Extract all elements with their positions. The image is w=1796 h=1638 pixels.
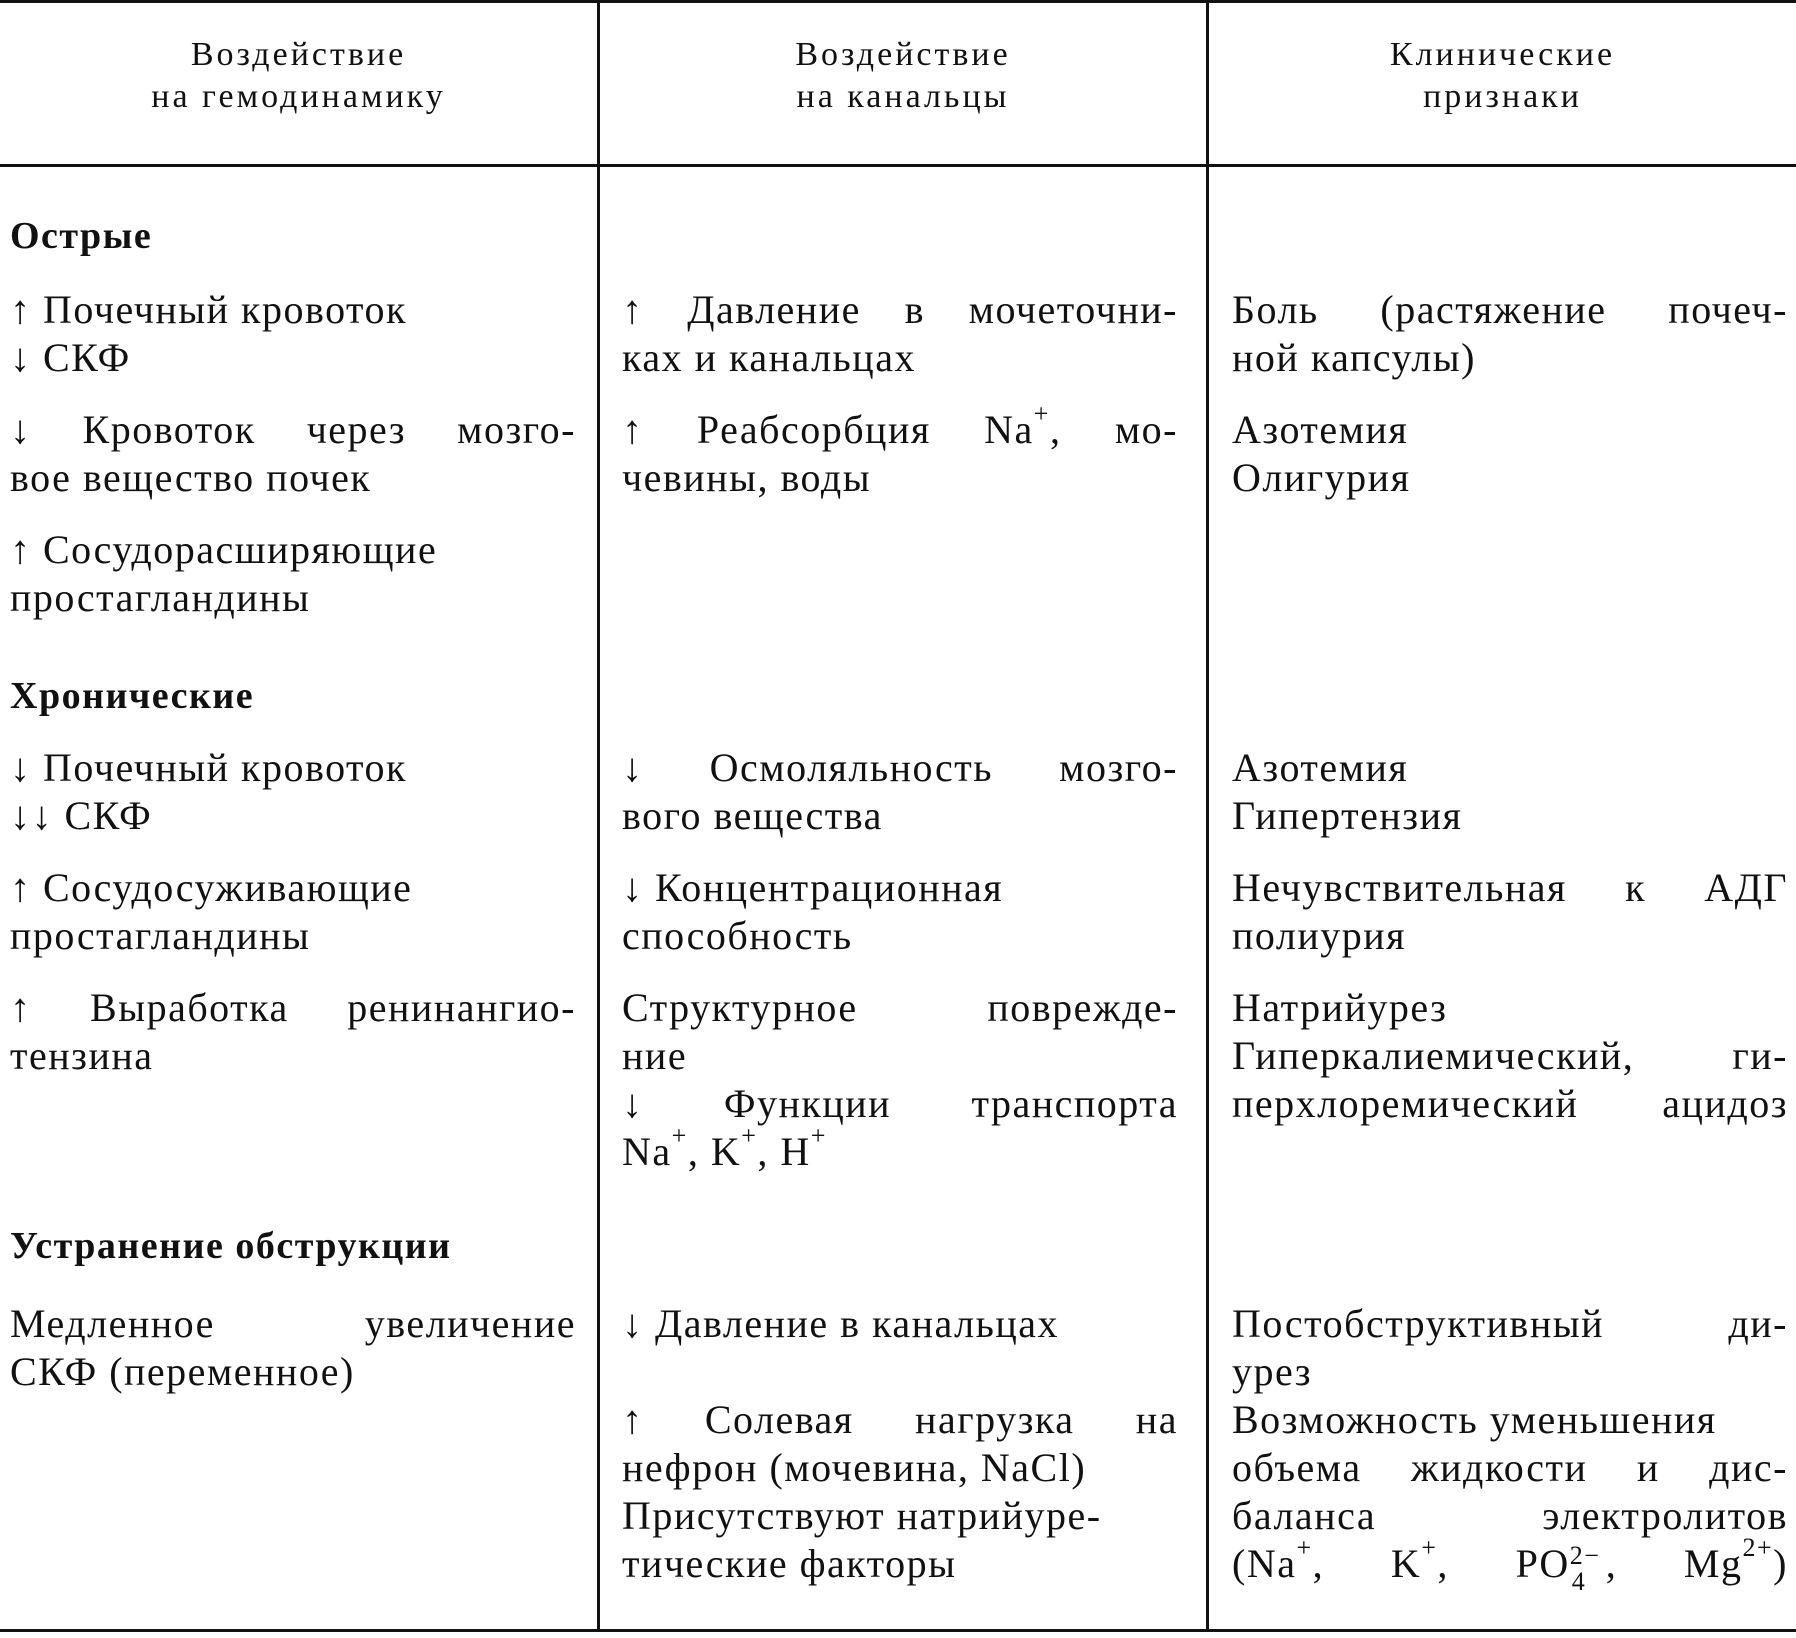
word: ги- [1732,1033,1788,1078]
text-line: ↓ Почечный кровоток [10,745,407,790]
acute-hemo-1 [10,286,576,382]
word: ↓ [622,1081,644,1126]
column-divider-1 [597,0,600,1632]
text-line: простагландины [10,913,311,958]
header-col1-line1: Воздействие [190,36,407,73]
column-divider-2 [1206,0,1209,1632]
word: K+, [1390,1533,1449,1586]
text-line-justified [10,984,576,1032]
word: ↓ [622,745,644,790]
text-line: тические факторы [622,1541,957,1586]
text-line: урез [1232,1349,1313,1394]
relief-tubule-2 [622,1396,1178,1588]
text-line-justified [1232,1444,1788,1492]
text-line-justified [622,1396,1178,1444]
word: транспорта [971,1081,1178,1126]
word: Боль [1232,287,1319,332]
text-line-justified [1232,1300,1788,1348]
text-line: Азотемия [1232,745,1409,790]
word: Гиперкалиемический, [1232,1033,1635,1078]
word: (Na+, [1232,1533,1325,1586]
text-line: ↑ Сосудорасширяющие [10,527,438,572]
text-line: ↑ Сосудосуживающие [10,865,413,910]
word: электролитов [1542,1493,1788,1538]
word: к [1625,865,1647,910]
text-line-justified [10,406,576,454]
word: дис- [1709,1445,1788,1490]
section-chronic-title: Хронические [10,675,255,717]
ion-list: Na+, K+, H+ [622,1121,827,1174]
word: ↑ [10,985,32,1030]
acute-clinical-1 [1232,286,1788,382]
word: мо- [1114,407,1178,452]
text-line: тензина [10,1033,154,1078]
header-col2 [600,34,1206,118]
text-line-justified [622,984,1178,1032]
word: баланса [1232,1493,1377,1538]
text-line: Присутствуют натрийуре- [622,1493,1102,1538]
word: Постобструктивный [1232,1301,1605,1346]
text-line: чевины, воды [622,455,872,500]
text-line-justified [10,1300,576,1348]
text-line: полиурия [1232,913,1407,958]
section-acute-title: Острые [10,215,153,257]
bottom-rule [0,1629,1796,1632]
relief-clinical-1 [1232,1300,1788,1596]
acute-tubule-2 [622,399,1178,502]
word: АДГ [1704,865,1788,910]
text-line-justified [622,1080,1178,1128]
text-line-justified [1232,286,1788,334]
text-line-justified [622,286,1178,334]
text-line: СКФ (переменное) [10,1349,355,1394]
chronic-tubule-2 [622,864,1178,960]
acute-hemo-2 [10,406,576,502]
text-line-justified [622,399,1178,454]
word: $Mg^{2+}$) [1683,1533,1788,1586]
text-line: простагландины [10,575,311,620]
word: на [1135,1397,1178,1442]
text-line: Натрийурез [1232,985,1448,1030]
chronic-hemo-2 [10,864,576,960]
word: (растяжение [1380,287,1607,332]
text-line: вого вещества [622,793,883,838]
chronic-hemo-1 [10,744,576,840]
text-line: ↑ Почечный кровоток [10,287,407,332]
relief-tubule-1 [622,1300,1178,1348]
text-line: ↓↓ СКФ [10,793,153,838]
word: ↑ [622,287,644,332]
acute-hemo-3 [10,526,576,622]
word: в [904,287,925,332]
text-line-justified [1232,1492,1788,1540]
chronic-tubule-1 [622,744,1178,840]
word: жидкости [1411,1445,1588,1490]
text-line-justified [1232,864,1788,912]
section-relief-title: Устранение обструкции [10,1225,452,1267]
relief-hemo-1 [10,1300,576,1396]
header-col3 [1209,34,1796,118]
word: через [306,407,407,452]
word: объема [1232,1445,1362,1490]
top-rule [0,0,1796,3]
text-line: Возможность уменьшения [1232,1397,1717,1442]
word: Функции [723,1081,892,1126]
chronic-clinical-3 [1232,984,1788,1128]
header-col3-line2: признаки [1423,78,1582,115]
text-line: вое вещество почек [10,455,372,500]
header-col1 [0,34,597,118]
text-line: ↓ Концентрационная [622,865,1004,910]
acute-clinical-2 [1232,406,1788,502]
header-col1-line2: на гемодинамику [151,78,446,115]
header-rule [0,164,1796,167]
text-line-justified [622,744,1178,792]
word: Структурное [622,985,858,1030]
text-line: ной капсулы) [1232,335,1476,380]
word: ди- [1728,1301,1788,1346]
word: Выработка [90,985,289,1030]
text-line-justified [1232,1080,1788,1128]
word: Реабсорбция [696,407,931,452]
word: ренинангио- [347,985,576,1030]
word: ↑ [622,407,644,452]
chronic-tubule-3 [622,984,1178,1176]
text-line: ние [622,1033,688,1078]
header-col3-line1: Клинические [1389,36,1616,73]
acute-tubule-1 [622,286,1178,382]
chronic-hemo-3 [10,984,576,1080]
word: почеч- [1668,287,1788,332]
header-col2-line1: Воздействие [795,36,1011,73]
word: PO 2− 4 , [1515,1541,1618,1596]
word: мочеточни- [968,287,1178,332]
text-line: ↓ Давление в канальцах [622,1301,1060,1346]
text-line: нефрон (мочевина, NaCl) [622,1445,1087,1490]
word: мозго- [1059,745,1178,790]
text-line: Олигурия [1232,455,1411,500]
text-line: ↓ СКФ [10,335,131,380]
text-line: способность [622,913,853,958]
ion-list [1232,1533,1788,1596]
word: мозго- [457,407,576,452]
charge-index: 2− 4 [1569,1541,1601,1596]
chronic-clinical-2 [1232,864,1788,960]
word: Давление [687,287,861,332]
chronic-clinical-1 [1232,744,1788,840]
word: Нечувствительная [1232,865,1567,910]
word: и [1636,1445,1660,1490]
word: ↓ [10,407,32,452]
word: поврежде- [987,985,1178,1030]
text-line: Азотемия [1232,407,1409,452]
text-line: Гипертензия [1232,793,1463,838]
text-line-justified [1232,1032,1788,1080]
word: Осмоляльность [709,745,994,790]
word: Медленное [10,1301,215,1346]
header-col2-line2: на канальцы [796,78,1010,115]
word: Кровоток [82,407,256,452]
word: Солевая [704,1397,854,1442]
word: ↑ [622,1397,644,1442]
word: увеличение [364,1301,576,1346]
text-line: ках и канальцах [622,335,916,380]
word: перхлоремический [1232,1081,1579,1126]
word: ацидоз [1662,1081,1788,1126]
word: нагрузка [915,1397,1075,1442]
word: Na+, [984,399,1062,452]
